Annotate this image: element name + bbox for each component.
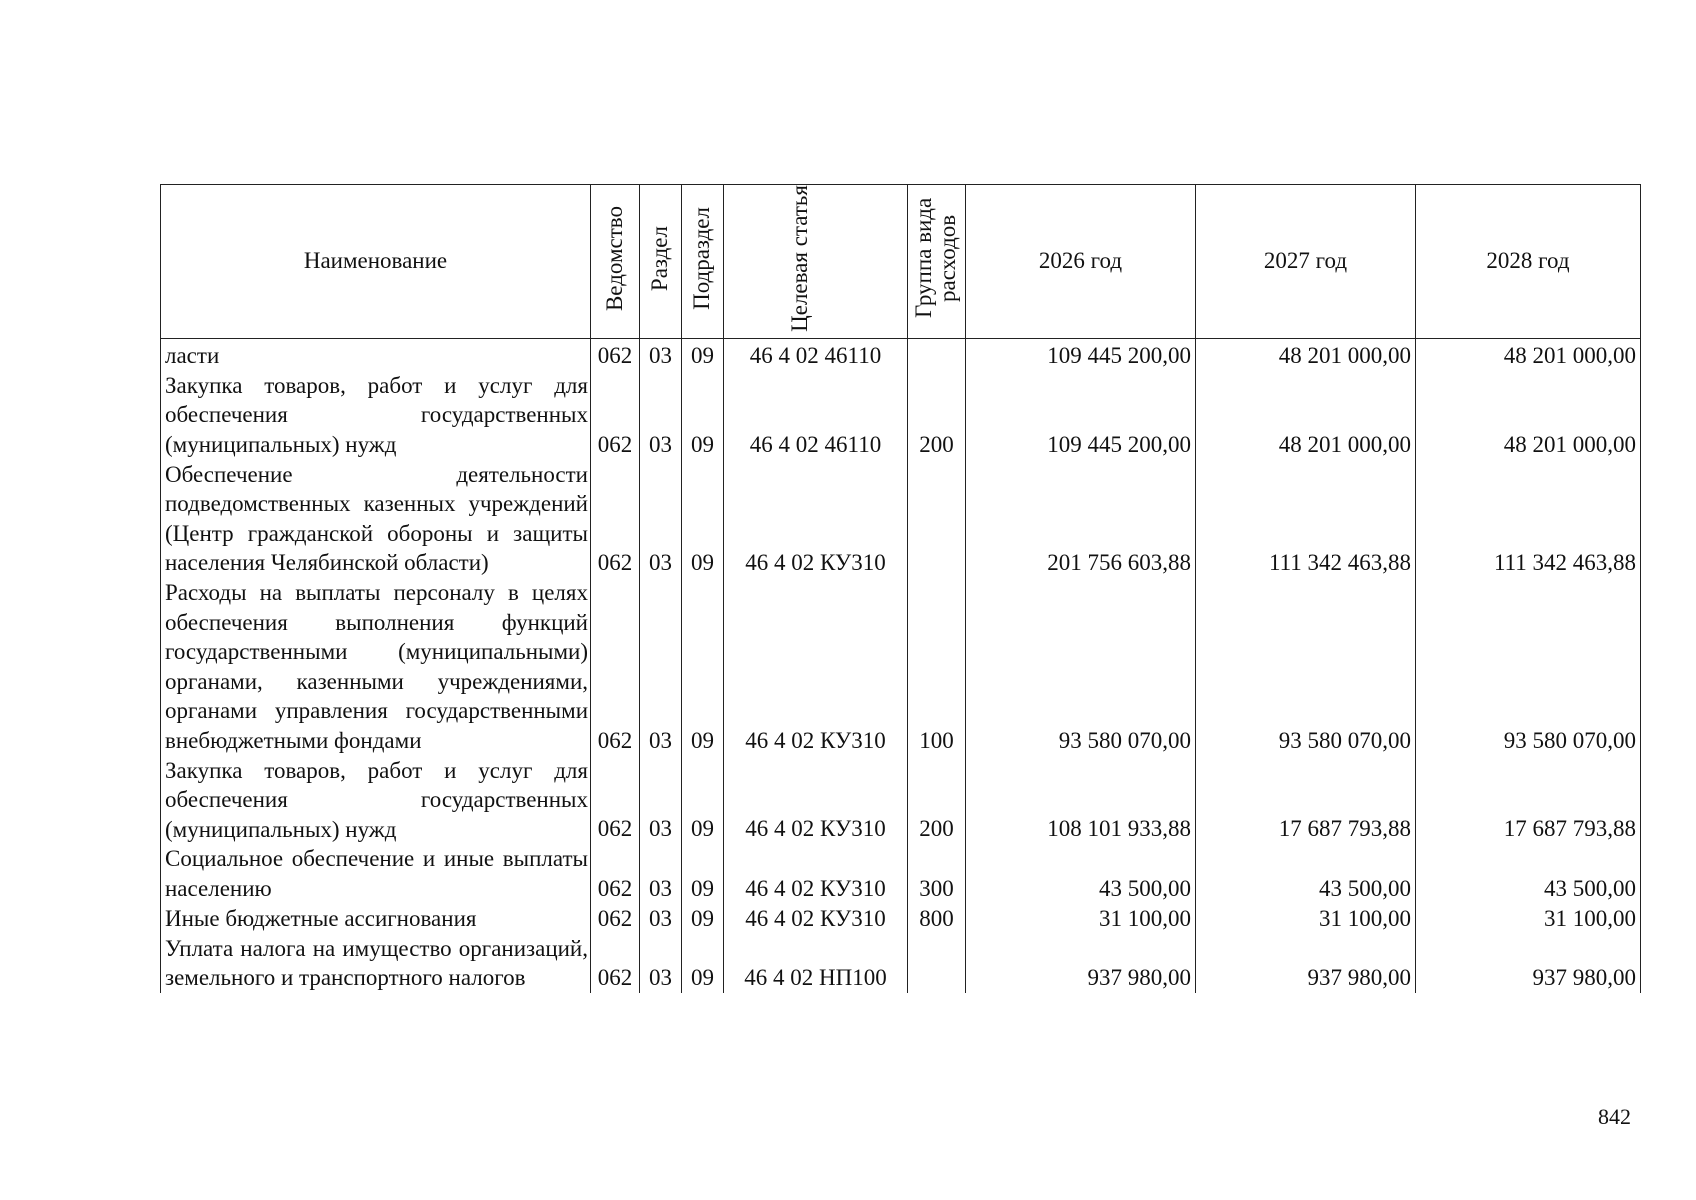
row-name: Социальное обеспечение и иные выплаты населению — [161, 844, 591, 903]
row-subsection: 09 — [682, 460, 724, 578]
row-name: Иные бюджетные ассигнования — [161, 904, 591, 934]
row-expense-group — [908, 460, 966, 578]
row-subsection: 09 — [682, 844, 724, 903]
row-name: Уплата налога на имущество организаций, земельного и транспортного налогов — [161, 934, 591, 993]
row-amount-2027: 111 342 463,88 — [1196, 460, 1416, 578]
table-row — [161, 934, 1641, 993]
row-section: 03 — [640, 338, 682, 371]
col-header-target-item: Целевая статья — [724, 185, 908, 339]
row-amount-2026: 109 445 200,00 — [966, 338, 1196, 371]
row-section: 03 — [640, 934, 682, 993]
row-department: 062 — [591, 934, 640, 993]
row-department: 062 — [591, 756, 640, 845]
row-expense-group: 200 — [908, 371, 966, 460]
row-department: 062 — [591, 578, 640, 756]
table-body — [161, 338, 1641, 992]
row-target-item: 46 4 02 НП100 — [724, 934, 908, 993]
row-department: 062 — [591, 371, 640, 460]
table-header — [161, 185, 1641, 339]
row-amount-2027: 17 687 793,88 — [1196, 756, 1416, 845]
row-target-item: 46 4 02 КУ310 — [724, 904, 908, 934]
row-section: 03 — [640, 904, 682, 934]
col-header-name: Наименование — [161, 185, 591, 339]
row-section: 03 — [640, 460, 682, 578]
row-section: 03 — [640, 756, 682, 845]
row-expense-group: 100 — [908, 578, 966, 756]
row-subsection: 09 — [682, 904, 724, 934]
row-target-item: 46 4 02 46110 — [724, 371, 908, 460]
row-expense-group: 300 — [908, 844, 966, 903]
row-amount-2027: 48 201 000,00 — [1196, 371, 1416, 460]
row-amount-2026: 937 980,00 — [966, 934, 1196, 993]
row-amount-2027: 31 100,00 — [1196, 904, 1416, 934]
budget-table — [160, 184, 1641, 993]
row-subsection: 09 — [682, 578, 724, 756]
table-row — [161, 756, 1641, 845]
col-header-department: Ведомство — [591, 185, 640, 339]
table-row — [161, 371, 1641, 460]
row-section: 03 — [640, 844, 682, 903]
row-amount-2026: 43 500,00 — [966, 844, 1196, 903]
row-amount-2026: 108 101 933,88 — [966, 756, 1196, 845]
row-subsection: 09 — [682, 371, 724, 460]
row-target-item: 46 4 02 КУ310 — [724, 844, 908, 903]
row-name: Расходы на выплаты персоналу в целях обеспечения выполнения функций государственными (муниципальными) органами, казенными учреждениями, органами управления государственными внебюджетными фондами — [161, 578, 591, 756]
row-amount-2027: 937 980,00 — [1196, 934, 1416, 993]
col-header-section: Раздел — [640, 185, 682, 339]
row-department: 062 — [591, 338, 640, 371]
table-row — [161, 338, 1641, 371]
row-amount-2028: 93 580 070,00 — [1416, 578, 1641, 756]
table-row — [161, 844, 1641, 903]
row-section: 03 — [640, 578, 682, 756]
row-name: Закупка товаров, работ и услуг для обеспечения государственных (муниципальных) нужд — [161, 371, 591, 460]
row-amount-2028: 43 500,00 — [1416, 844, 1641, 903]
row-department: 062 — [591, 844, 640, 903]
row-amount-2028: 48 201 000,00 — [1416, 371, 1641, 460]
row-amount-2026: 93 580 070,00 — [966, 578, 1196, 756]
row-amount-2028: 937 980,00 — [1416, 934, 1641, 993]
row-expense-group — [908, 934, 966, 993]
row-target-item: 46 4 02 КУ310 — [724, 756, 908, 845]
row-department: 062 — [591, 460, 640, 578]
col-header-2027: 2027 год — [1196, 185, 1416, 339]
col-header-2026: 2026 год — [966, 185, 1196, 339]
row-amount-2027: 43 500,00 — [1196, 844, 1416, 903]
col-header-2028: 2028 год — [1416, 185, 1641, 339]
col-header-expense-group: Группа вида расходов — [908, 185, 966, 339]
page-number: 842 — [1598, 1104, 1631, 1129]
row-amount-2027: 48 201 000,00 — [1196, 338, 1416, 371]
row-amount-2028: 48 201 000,00 — [1416, 338, 1641, 371]
col-header-subsection: Подраздел — [682, 185, 724, 339]
row-name: Закупка товаров, работ и услуг для обеспечения государственных (муниципальных) нужд — [161, 756, 591, 845]
row-amount-2026: 31 100,00 — [966, 904, 1196, 934]
table-row — [161, 578, 1641, 756]
row-amount-2027: 93 580 070,00 — [1196, 578, 1416, 756]
row-subsection: 09 — [682, 338, 724, 371]
row-amount-2026: 109 445 200,00 — [966, 371, 1196, 460]
row-target-item: 46 4 02 КУ310 — [724, 578, 908, 756]
row-expense-group: 800 — [908, 904, 966, 934]
row-section: 03 — [640, 371, 682, 460]
table-row — [161, 904, 1641, 934]
row-name: Обеспечение деятельности подведомственных казенных учреждений (Центр гражданской обороны и защиты населения Челябинской области) — [161, 460, 591, 578]
row-expense-group: 200 — [908, 756, 966, 845]
row-amount-2028: 17 687 793,88 — [1416, 756, 1641, 845]
row-target-item: 46 4 02 КУ310 — [724, 460, 908, 578]
table-row — [161, 460, 1641, 578]
row-amount-2028: 31 100,00 — [1416, 904, 1641, 934]
row-subsection: 09 — [682, 756, 724, 845]
row-expense-group — [908, 338, 966, 371]
row-subsection: 09 — [682, 934, 724, 993]
row-amount-2028: 111 342 463,88 — [1416, 460, 1641, 578]
row-amount-2026: 201 756 603,88 — [966, 460, 1196, 578]
row-target-item: 46 4 02 46110 — [724, 338, 908, 371]
row-department: 062 — [591, 904, 640, 934]
row-name: ласти — [161, 338, 591, 371]
